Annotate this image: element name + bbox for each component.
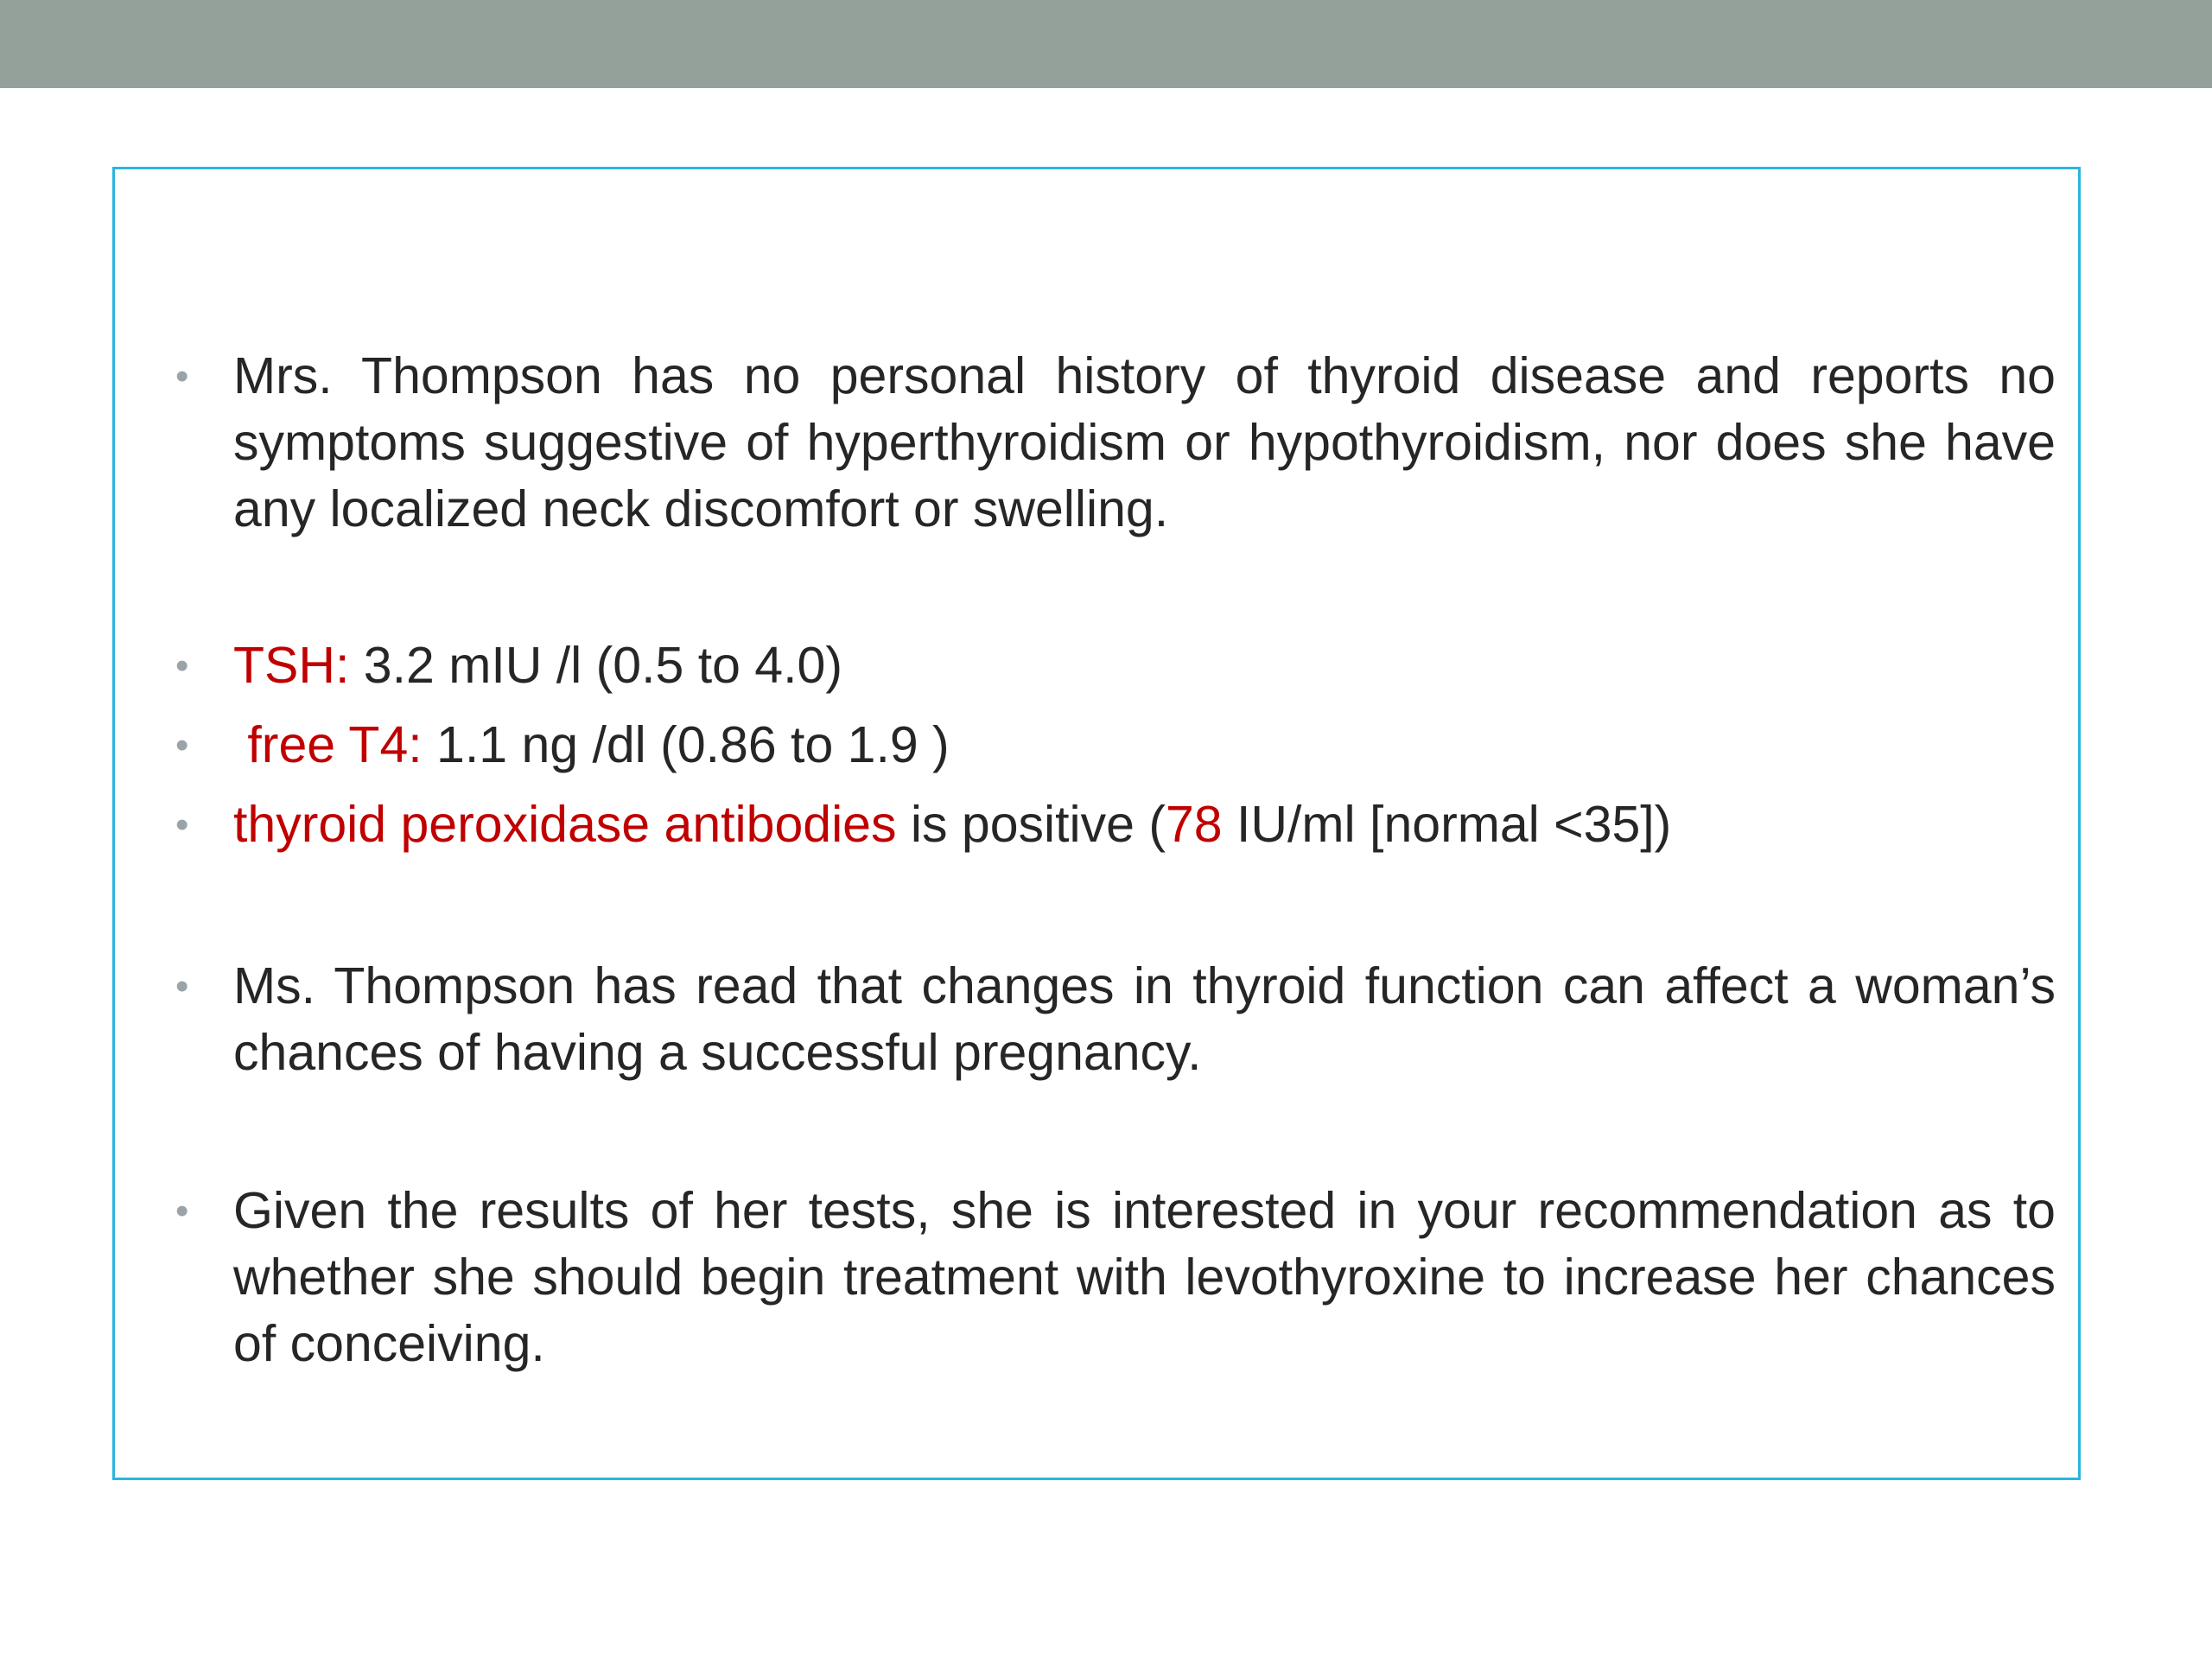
bullet-dot-icon: • bbox=[175, 645, 189, 687]
content-box bbox=[112, 167, 2081, 1480]
bullet-dot-icon: • bbox=[175, 804, 189, 846]
tpo-label: thyroid peroxidase antibodies bbox=[233, 796, 897, 853]
tpo-value: 78 bbox=[1165, 796, 1223, 853]
tsh-label: TSH: bbox=[233, 637, 350, 694]
bullet-dot-icon: • bbox=[175, 965, 189, 1007]
bullet-dot-icon: • bbox=[175, 724, 189, 766]
tpo-tail-text: IU/ml [normal <35]) bbox=[1222, 796, 1672, 853]
free-t4-lead-space bbox=[233, 716, 247, 773]
bullet-free-t4 bbox=[175, 712, 2056, 779]
bullet-tpo-antibodies bbox=[175, 791, 2056, 858]
tsh-value: 3.2 mIU /l (0.5 to 4.0) bbox=[349, 637, 842, 694]
bullet-pregnancy bbox=[175, 953, 2056, 1086]
free-t4-value: 1.1 ng /dl (0.86 to 1.9 ) bbox=[422, 716, 950, 773]
free-t4-label: free T4: bbox=[247, 716, 423, 773]
recommendation-text: Given the results of her tests, she is interested in your recommendation as to whether she should begin treatment with levothyroxine to increase her chances of conceiving. bbox=[233, 1182, 2056, 1372]
top-banner-bar bbox=[0, 0, 2212, 88]
bullet-history bbox=[175, 343, 2056, 543]
history-text: Mrs. Thompson has no personal history of thyroid disease and reports no symptoms suggestive of hyperthyroidism or hypothyroidism, nor does she have any localized neck discomfort or swelling. bbox=[233, 347, 2056, 537]
tpo-mid-text: is positive ( bbox=[896, 796, 1166, 853]
bullet-tsh bbox=[175, 632, 2056, 699]
bullet-dot-icon: • bbox=[175, 1190, 189, 1232]
bullet-dot-icon: • bbox=[175, 355, 189, 397]
bullet-recommendation bbox=[175, 1178, 2056, 1377]
pregnancy-text: Ms. Thompson has read that changes in thyroid function can affect a woman’s chances of having a successful pregnancy. bbox=[233, 957, 2056, 1081]
